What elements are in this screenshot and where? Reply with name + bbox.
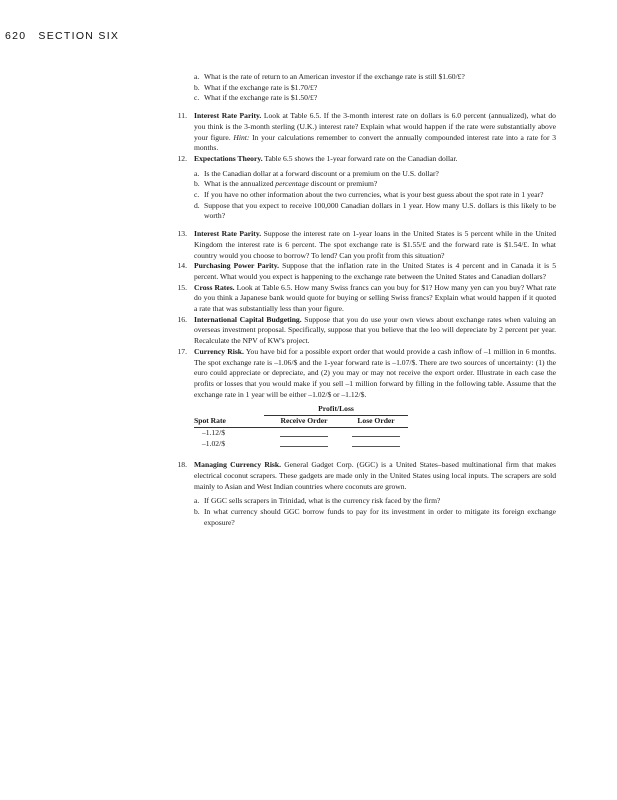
answer-blank[interactable] (280, 440, 328, 447)
intro-part-c: c. What if the exchange rate is $1.50/£? (194, 93, 318, 103)
problem-12-part-a: a. Is the Canadian dollar at a forward discount or a premium on the U.S. dollar? (194, 168, 439, 178)
spot-rate-cell: –1.12/$ (202, 427, 225, 437)
problem-12-part-d: d. Suppose that you expect to receive 100,000 Canadian dollars in 1 year. How many U.S. dollars is this likely to be worth? (194, 200, 556, 221)
answer-blank[interactable] (352, 440, 400, 447)
problem-18-part-a: a. If GGC sells scrapers in Trinidad, what is the currency risk faced by the firm? (194, 496, 441, 506)
answer-blank[interactable] (280, 430, 328, 437)
intro-part-b: b. What if the exchange rate is $1.70/£? (194, 82, 318, 92)
problem-13: 13. Interest Rate Parity. Suppose the interest rate on 1-year loans in the United States is 5 percent while in the United Kingdom the interest rate is 6 percent. The spot exchange rate is $1.55/£ and the forward rate is $1.54/£. In what country would you choose to borrow? To lend? Can you profit from this situation? (177, 229, 556, 260)
section-title: SECTION SIX (38, 30, 120, 42)
problem-15: 15. Cross Rates. Look at Table 6.5. How many Swiss francs can you buy for $1? How many yen can you buy? What rate do you think a Japanese bank would quote for buying or selling Swiss francs? Explain what would happen if it quoted a rate that was substantially less than your figure. (177, 282, 557, 314)
table-row (194, 427, 408, 438)
problem-18-part-b: b. In what currency should GGC borrow funds to pay for its investment in order to mitigate its foreign exchange exposure? (194, 507, 556, 527)
profit-loss-header: Profit/Loss (264, 404, 408, 415)
problem-12: 12. Expectations Theory. Table 6.5 shows the 1-year forward rate on the Canadian dollar. (177, 153, 458, 163)
table-header-row (194, 416, 408, 428)
intro-part-a: a. What is the rate of return to an American investor if the exchange rate is still $1.60/£? (194, 72, 465, 81)
spot-rate-cell: –1.02/$ (202, 438, 225, 448)
page-content (170, 72, 556, 528)
answer-blank[interactable] (352, 430, 400, 437)
profit-loss-table (194, 404, 408, 449)
table-group-header-row (194, 404, 408, 415)
problem-16: 16. International Capital Budgeting. Suppose that you do use your own views about exchange rates when valuing an overseas investment proposal. Specifically, suppose that you believe that the leo will depreciate by 2 percent per year. Recalculate the NPV of KW's project. (177, 314, 556, 346)
problem-12-part-c: c. If you have no other information about the two currencies, what is your best guess about the spot rate in 1 year? (194, 190, 544, 200)
spot-rate-header: Spot Rate (194, 416, 264, 428)
page-number: 620 (5, 30, 27, 42)
table-row (194, 439, 408, 450)
problem-11: 11. Interest Rate Parity. Look at Table 6.5. If the 3-month interest rate on dollars is 6.0 percent (annualized), what do you think is the 3-month sterling (U.K.) interest rate? Explain what would happen if the rate were substantially above your figure. Hint: In your calculations remember to convert the annually compounded interest rate into a rate for 3 months. (177, 111, 556, 153)
problem-12-part-b: b. What is the annualized percentage discount or premium? (194, 179, 378, 189)
page-header (5, 30, 119, 42)
problem-14: 14. Purchasing Power Parity. Suppose that the inflation rate in the United States is 4 percent and in Canada it is 5 percent. What would you expect is happening to the exchange rate between the United States and Canadian dollars? (177, 261, 556, 281)
receive-order-header: Receive Order (264, 416, 344, 428)
lose-order-header: Lose Order (344, 416, 408, 428)
problem-17: 17. Currency Risk. You have bid for a possible export order that would provide a cash inflow of –1 million in 6 months. The spot exchange rate is –1.06/$ and the 1-year forward rate is –1.07/$. There are two sources of uncertainty: (1) the euro could appreciate or depreciate, and (2) you may or may not receive the export order. Illustrate in each case the profits or losses that you would make if you sell –1 million forward by filling in the following table. Assume that the exchange rate in 1 year will be either –1.02/$ or –1.12/$. (177, 346, 556, 399)
problem-18: 18. Managing Currency Risk. General Gadget Corp. (GGC) is a United States–based multinational firm that makes electrical coconut scrapers. These gadgets are made only in the United States using local inputs. The scrapers are sold mainly to Asian and West Indian countries where coconuts are grown. (177, 460, 556, 491)
